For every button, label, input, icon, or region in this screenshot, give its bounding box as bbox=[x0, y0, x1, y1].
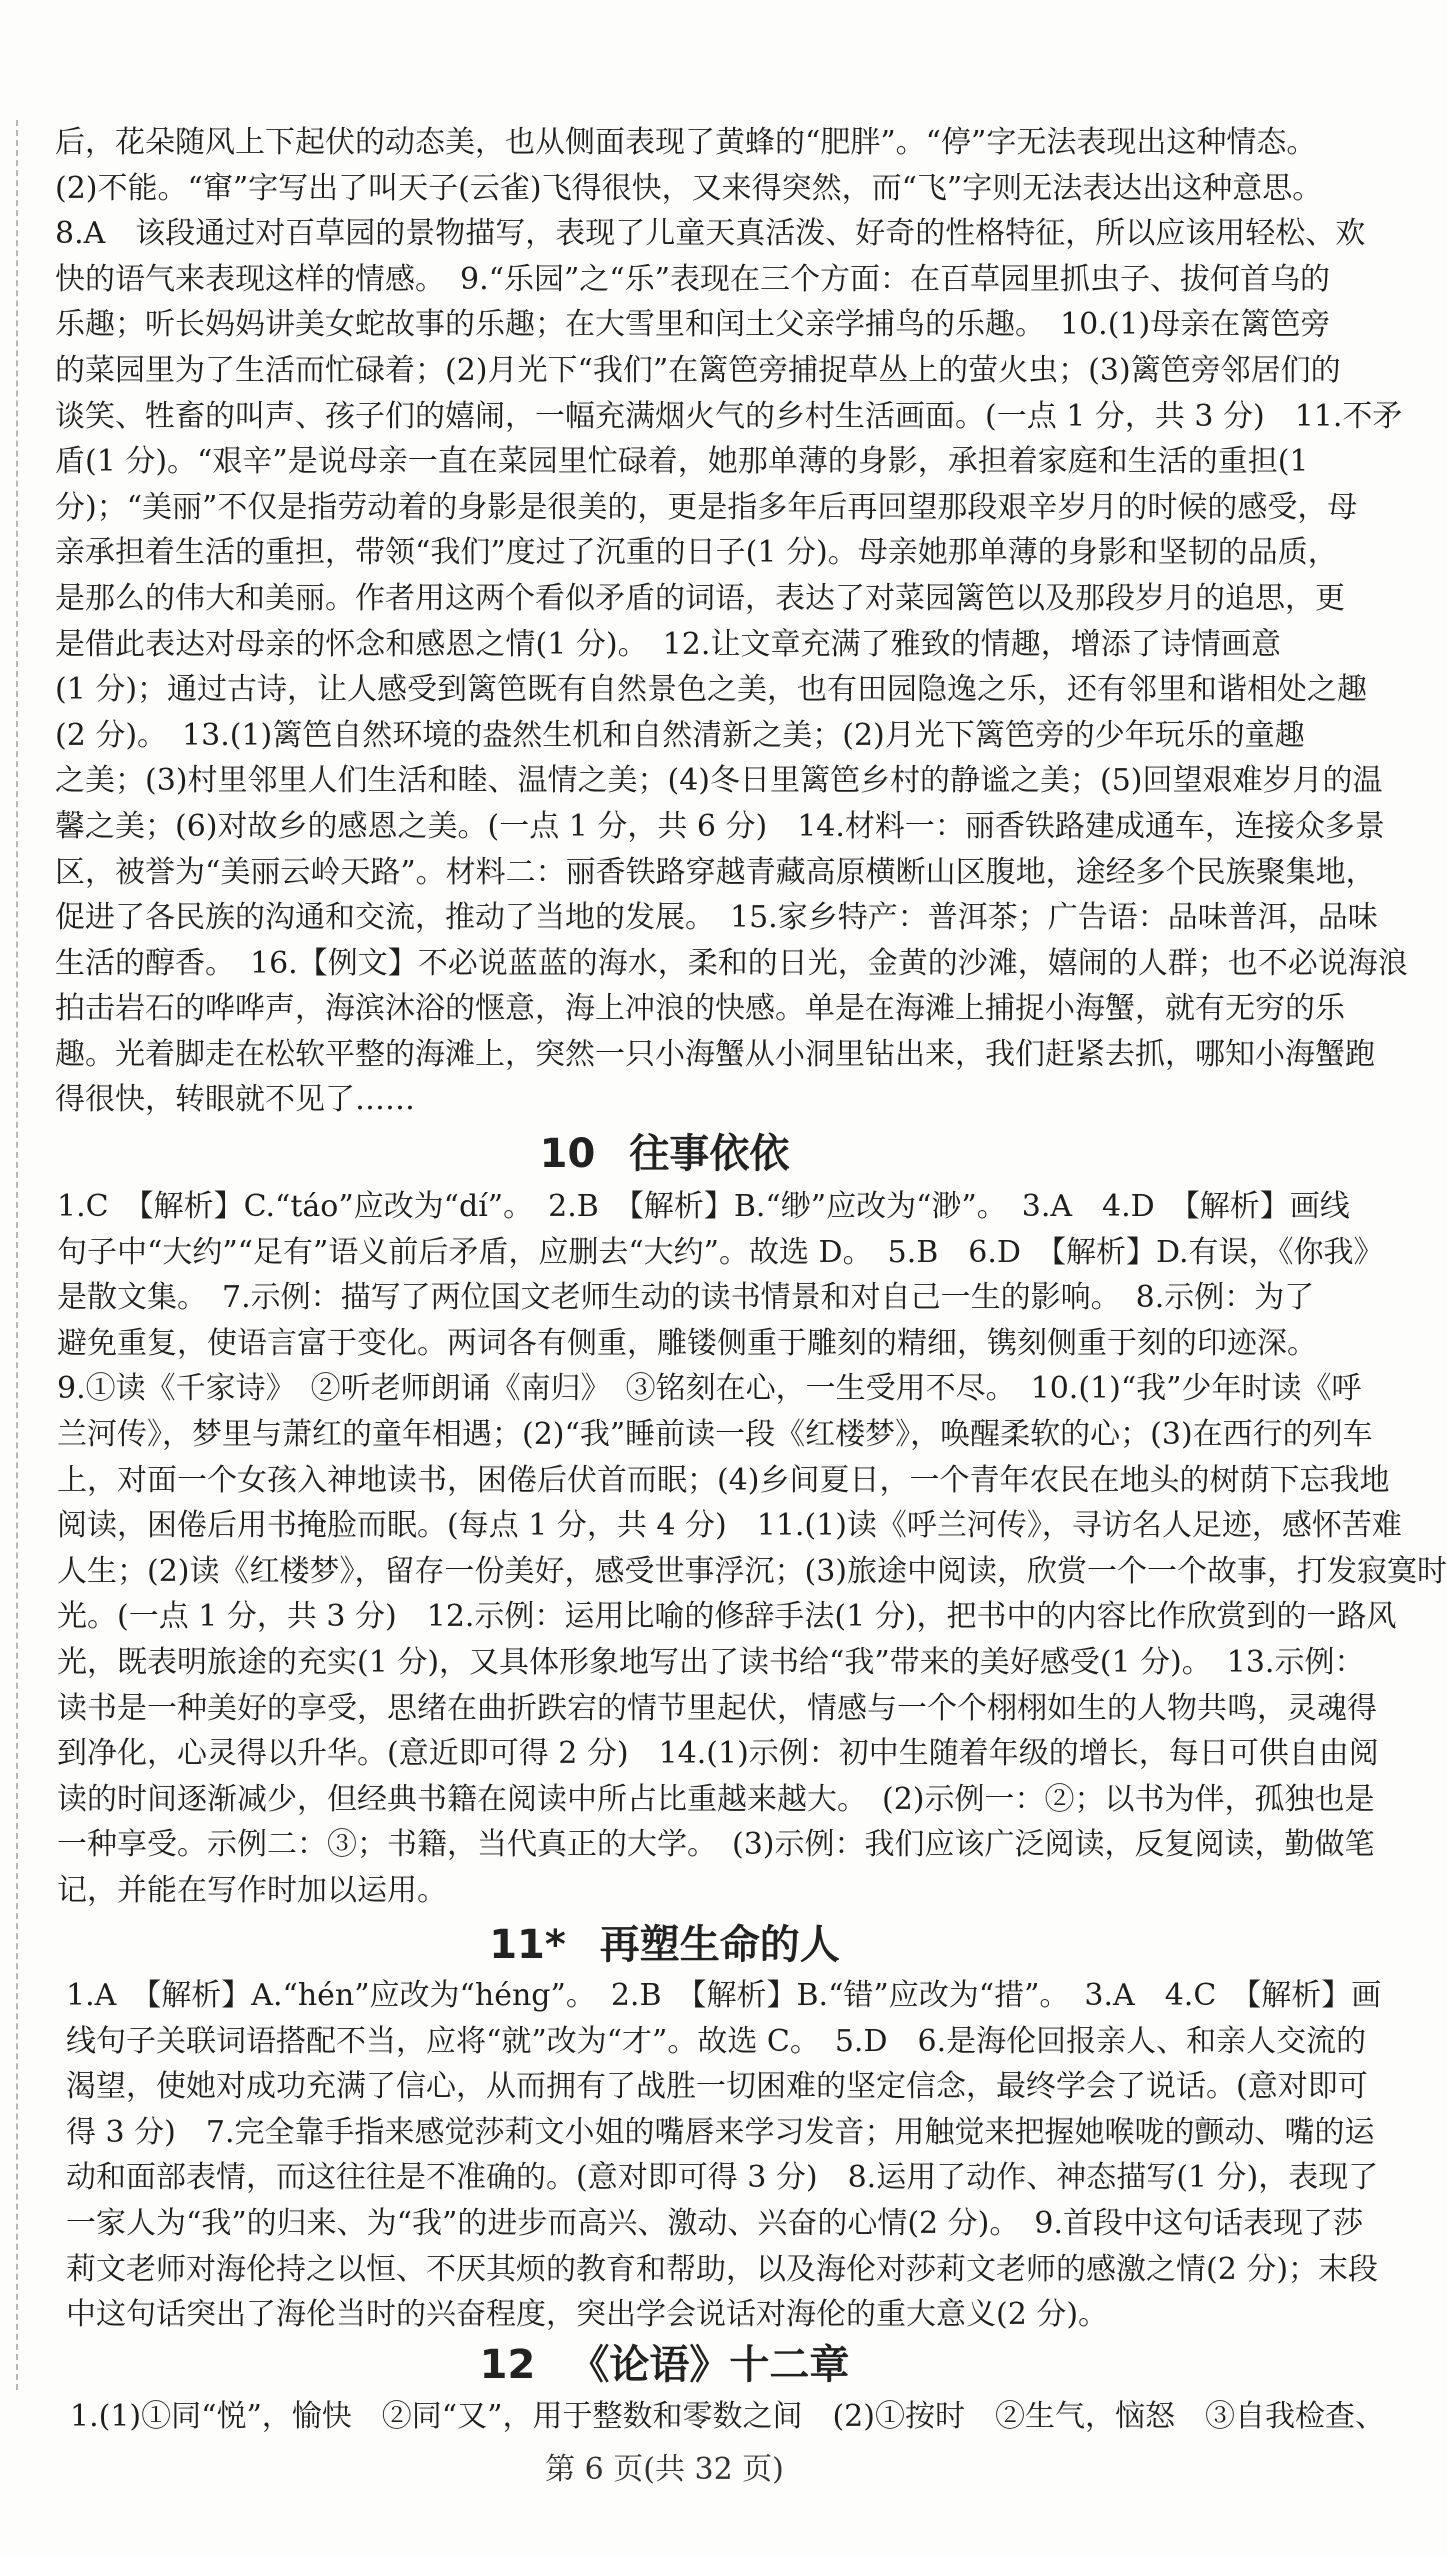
text-line: 光，既表明旅途的充实(1 分)，又具体形象地写出了读书给“我”带来的美好感受(1 分)。 13.示例： bbox=[57, 1644, 1365, 1680]
text-line: 读的时间逐渐减少，但经典书籍在阅读中所占比重越来越大。 (2)示例一：②；以书为伴，孤独也是 bbox=[57, 1781, 1375, 1817]
text-line: 区，被誉为“美丽云岭天路”。材料二：丽香铁路穿越青藏高原横断山区腹地，途经多个民族聚集地， bbox=[55, 854, 1376, 890]
text-line: 9.①读《千家诗》 ②听老师朗诵《南归》 ③铭刻在心，一生受用不尽。 10.(1)“我”少年时读《呼 bbox=[57, 1371, 1362, 1407]
text-line: 避免重复，使语言富于变化。两词各有侧重，雕镂侧重于雕刻的精细，镌刻侧重于刻的印迹深。 bbox=[57, 1325, 1317, 1361]
section-title: 往事依依 bbox=[629, 1131, 790, 1177]
section-title: 再塑生命的人 bbox=[599, 1922, 840, 1968]
text-line: 得 3 分) 7.完全靠手指来感觉莎莉文小姐的嘴唇来学习发音；用触觉来把握她喉咙的颤动、嘴的运 bbox=[66, 2114, 1375, 2150]
text-line: 促进了各民族的沟通和交流，推动了当地的发展。 15.家乡特产：普洱茶；广告语：品味普洱，品味 bbox=[55, 900, 1378, 936]
text-line: 生活的醇香。 16.【例文】不必说蓝蓝的海水，柔和的日光，金黄的沙滩，嬉闹的人群；也不必说海浪 bbox=[55, 945, 1408, 981]
text-line: 1.(1)①同“悦”，愉快 ②同“又”，用于整数和零数之间 (2)①按时 ②生气，恼怒 ③自我检查、 bbox=[70, 2399, 1385, 2434]
text-line: 读书是一种美好的享受，思绪在曲折跌宕的情节里起伏，情感与一个个栩栩如生的人物共鸣，灵魂得 bbox=[57, 1690, 1377, 1726]
section-heading-11 bbox=[0, 1922, 1329, 1968]
text-line: 到净化，心灵得以升华。(意近即可得 2 分) 14.(1)示例：初中生随着年级的增长，每日可供自由阅 bbox=[57, 1736, 1379, 1772]
text-line: 得很快，转眼就不见了…… bbox=[55, 1082, 415, 1118]
text-line: 谈笑、牲畜的叫声、孩子们的嬉闹，一幅充满烟火气的乡村生活画面。(一点 1 分，共 3 分) 11.不矛 bbox=[55, 398, 1403, 434]
text-line: 兰河传》，梦里与萧红的童年相遇；(2)“我”睡前读一段《红楼梦》，唤醒柔软的心；(3)在西行的列车 bbox=[57, 1416, 1373, 1452]
text-line: 一家人为“我”的归来、为“我”的进步而高兴、激动、兴奋的心情(2 分)。 9.首段中这句话表现了莎 bbox=[66, 2205, 1364, 2241]
text-line: (1 分)；通过古诗，让人感受到篱笆既有自然景色之美，也有田园隐逸之乐，还有邻里和谐相处之趣 bbox=[55, 672, 1368, 708]
text-line: 阅读，困倦后用书掩脸而眠。(每点 1 分，共 4 分) 11.(1)读《呼兰河传》，寻访名人足迹，感怀苦难 bbox=[57, 1508, 1402, 1544]
section-number: 10 bbox=[539, 1131, 596, 1177]
text-line: 上，对面一个女孩入神地读书，困倦后伏首而眠；(4)乡间夏日，一个青年农民在地头的树荫下忘我地 bbox=[57, 1462, 1390, 1498]
text-line: 动和面部表情，而这往往是不准确的。(意对即可得 3 分) 8.运用了动作、神态描写(1 分)，表现了 bbox=[66, 2160, 1379, 2196]
text-line: 趣。光着脚走在松软平整的海滩上，突然一只小海蟹从小洞里钻出来，我们赶紧去抓，哪知小海蟹跑 bbox=[55, 1036, 1375, 1072]
answers-section-9-continued bbox=[55, 120, 1408, 1123]
section-number: 12 bbox=[479, 2342, 536, 2388]
text-line: 是散文集。 7.示例：描写了两位国文老师生动的读书情景和对自己一生的影响。 8.示例：为了 bbox=[57, 1280, 1315, 1316]
text-line: 快的语气来表现这样的情感。 9.“乐园”之“乐”表现在三个方面：在百草园里抓虫子、拔何首乌的 bbox=[55, 261, 1330, 297]
text-line: 渴望，使她对成功充满了信心，从而拥有了战胜一切困难的坚定信念，最终学会了说话。(意对即可 bbox=[66, 2069, 1368, 2105]
text-line: 8.A 该段通过对百草园的景物描写，表现了儿童天真活泼、好奇的性格特征，所以应该用轻松、欢 bbox=[55, 216, 1366, 252]
section-heading-12 bbox=[0, 2342, 1329, 2388]
text-line: (2 分)。 13.(1)篱笆自然环境的盎然生机和自然清新之美；(2)月光下篱笆旁的少年玩乐的童趣 bbox=[55, 717, 1305, 753]
text-line: 线句子关联词语搭配不当，应将“就”改为“才”。故选 C。 5.D 6.是海伦回报亲人、和亲人交流的 bbox=[66, 2023, 1367, 2059]
text-line: 馨之美；(6)对故乡的感恩之美。(一点 1 分，共 6 分) 14.材料一：丽香铁路建成通车，连接众多景 bbox=[55, 808, 1385, 844]
section-title: 《论语》十二章 bbox=[569, 2342, 850, 2388]
text-line: 一种享受。示例二：③；书籍，当代真正的大学。 (3)示例：我们应该广泛阅读，反复阅读，勤做笔 bbox=[57, 1827, 1375, 1863]
answers-section-10 bbox=[57, 1184, 1447, 1914]
text-line: 句子中“大约”“足有”语义前后矛盾，应删去“大约”。故选 D。 5.B 6.D 【解析】D.有误，《你我》 bbox=[57, 1234, 1384, 1270]
text-line: 分)；“美丽”不仅是指劳动着的身影是很美的，更是指多年后再回望那段艰辛岁月的时候的感受，母 bbox=[55, 489, 1358, 525]
text-line: 是那么的伟大和美丽。作者用这两个看似矛盾的词语，表达了对菜园篱笆以及那段岁月的追思，更 bbox=[55, 580, 1345, 616]
text-line: 1.C 【解析】C.“táo”应改为“dí”。 2.B 【解析】B.“缈”应改为“渺”。 3.A 4.D 【解析】画线 bbox=[57, 1189, 1350, 1224]
text-line: 人生；(2)读《红楼梦》，留存一份美好，感受世事浮沉；(3)旅途中阅读，欣赏一个一个故事，打发寂寞时 bbox=[57, 1553, 1447, 1589]
answers-section-12 bbox=[70, 2394, 1385, 2440]
text-line: 莉文老师对海伦持之以恒、不厌其烦的教育和帮助，以及海伦对莎莉文老师的感激之情(2 分)；末段 bbox=[66, 2251, 1379, 2287]
text-line: 后，花朵随风上下起伏的动态美，也从侧面表现了黄蜂的“肥胖”。“停”字无法表现出这种情态。 bbox=[55, 125, 1317, 160]
text-line: 是借此表达对母亲的怀念和感恩之情(1 分)。 12.让文章充满了雅致的情趣，增添了诗情画意 bbox=[55, 626, 1281, 662]
text-line: 光。(一点 1 分，共 3 分) 12.示例：运用比喻的修辞手法(1 分)，把书中的内容比作欣赏到的一路风 bbox=[57, 1599, 1397, 1635]
text-line: 1.A 【解析】A.“hén”应改为“héng”。 2.B 【解析】B.“错”应改为“措”。 3.A 4.C 【解析】画 bbox=[66, 1978, 1382, 2013]
text-line: 拍击岩石的哗哗声，海滨沐浴的惬意，海上冲浪的快感。单是在海滩上捕捉小海蟹，就有无穷的乐 bbox=[55, 991, 1345, 1027]
text-line: 乐趣；听长妈妈讲美女蛇故事的乐趣；在大雪里和闰土父亲学捕鸟的乐趣。 10.(1)母亲在篱笆旁 bbox=[55, 307, 1331, 343]
section-number: 11* bbox=[489, 1922, 566, 1968]
text-line: (2)不能。“窜”字写出了叫天子(云雀)飞得很快，又来得突然，而“飞”字则无法表达出这种意思。 bbox=[55, 170, 1323, 206]
text-line: 中这句话突出了海伦当时的兴奋程度，突出学会说话对海伦的重大意义(2 分)。 bbox=[66, 2297, 1109, 2333]
answers-section-11 bbox=[66, 1973, 1382, 2338]
text-line: 亲承担着生活的重担，带领“我们”度过了沉重的日子(1 分)。母亲她那单薄的身影和坚韧的品质， bbox=[55, 535, 1338, 571]
text-line: 盾(1 分)。“艰辛”是说母亲一直在菜园里忙碌着，她那单薄的身影，承担着家庭和生活的重担(1 bbox=[55, 444, 1309, 480]
text-line: 的菜园里为了生活而忙碌着；(2)月光下“我们”在篱笆旁捕捉草丛上的萤火虫；(3)篱笆旁邻居们的 bbox=[55, 352, 1341, 388]
binding-margin-dashed-line bbox=[16, 120, 18, 2390]
section-heading-10 bbox=[0, 1131, 1329, 1177]
text-line: 记，并能在写作时加以运用。 bbox=[57, 1872, 447, 1908]
text-line: 之美；(3)村里邻里人们生活和睦、温情之美；(4)冬日里篱笆乡村的静谧之美；(5)回望艰难岁月的温 bbox=[55, 763, 1383, 799]
page-number-footer: 第 6 页(共 32 页) bbox=[545, 2452, 784, 2487]
